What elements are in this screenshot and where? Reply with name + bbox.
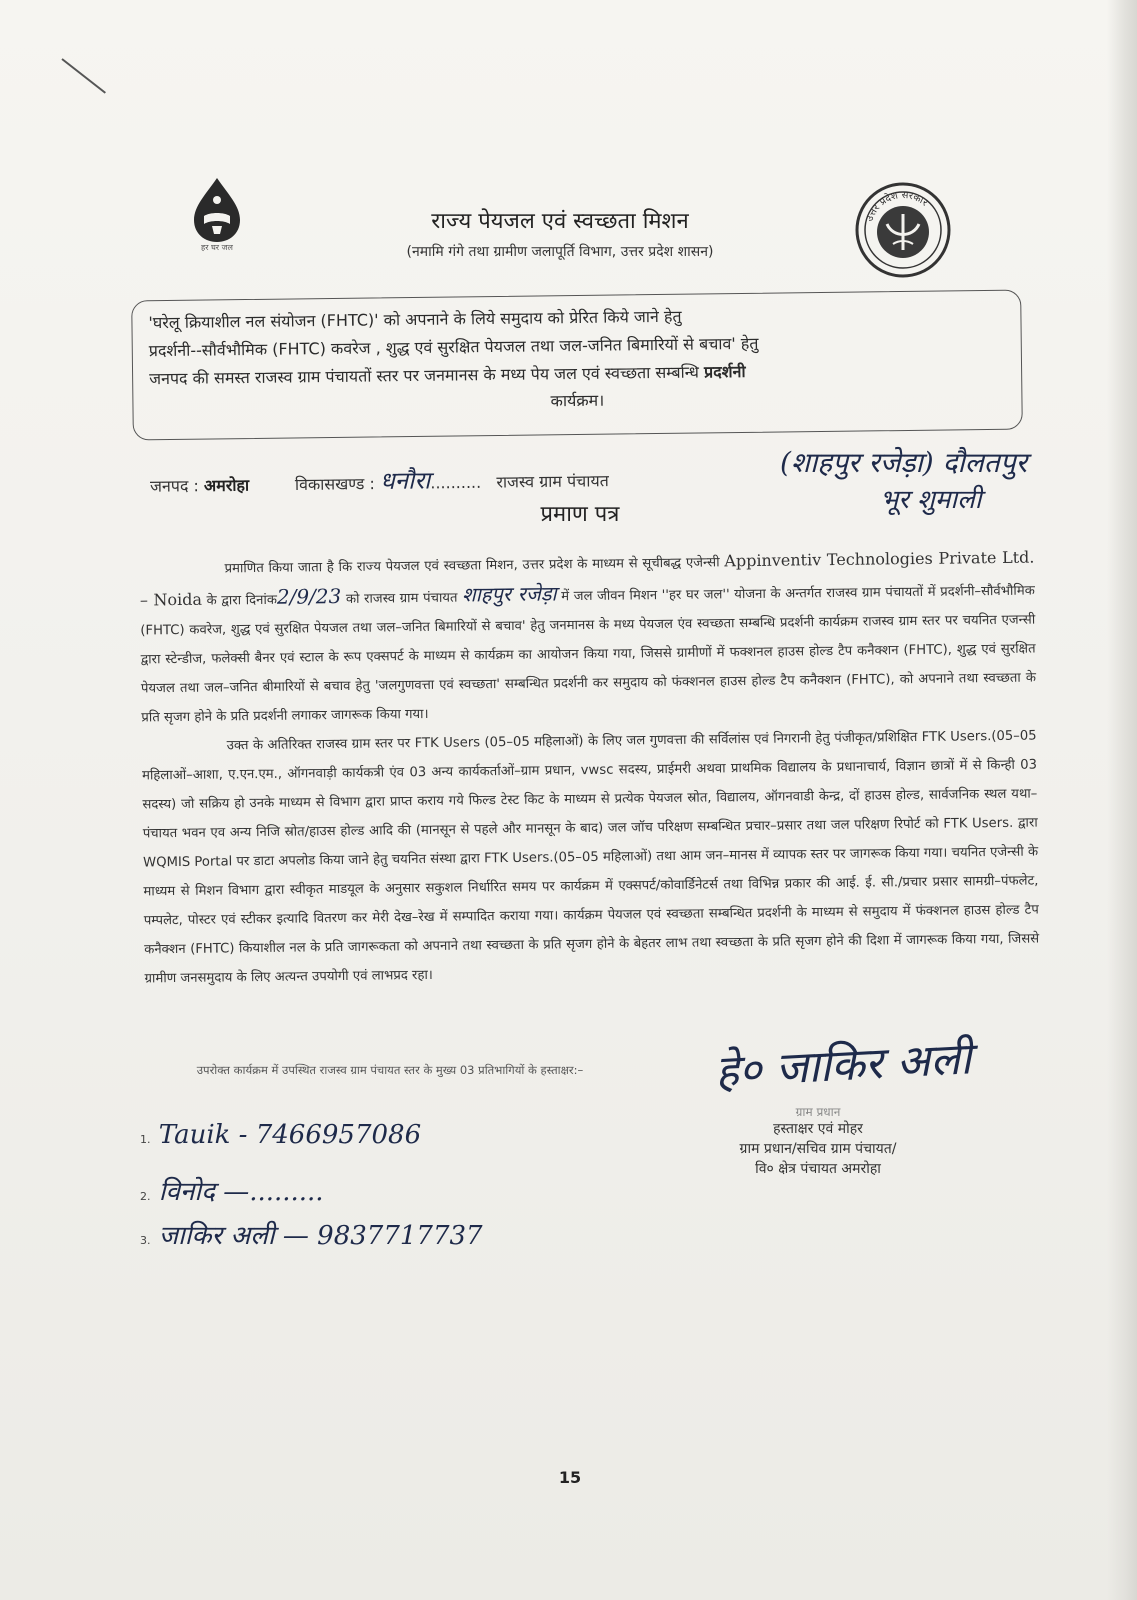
block-value-handwritten: धनौरा <box>379 466 431 495</box>
sign-label: हस्ताक्षर एवं मोहर <box>773 1121 863 1137</box>
page-number: 15 <box>558 1468 582 1487</box>
agency-name: Appinventiv Technologies Private Ltd. – Noida <box>139 547 1035 610</box>
left-logo-caption: हर घर जल <box>201 243 233 252</box>
participant-signature-3 <box>140 1216 483 1252</box>
har-ghar-jal-logo <box>176 176 258 272</box>
participant-number: 3. <box>140 1234 151 1247</box>
event-date-handwritten: 2/9/23 <box>276 584 342 609</box>
topic-line-3-bold: प्रदर्शनी <box>703 361 746 382</box>
participant-text: Tauik - 7466957086 <box>158 1120 422 1150</box>
block-dots: .......... <box>430 472 482 493</box>
topic-line-4: कार्यक्रम। <box>550 390 605 411</box>
pradhan-signature: हे० जाकिर अली <box>713 1033 973 1098</box>
p1-date-label: के द्वारा दिनांक <box>206 592 278 609</box>
up-government-emblem <box>853 180 953 280</box>
topic-line-1: 'घरेलू क्रियाशील नल संयोजन (FHTC)' को अपनाने के लिये समुदाय को प्रेरित किये जाने हेतु <box>148 306 682 333</box>
org-title: राज्य पेयजल एवं स्वच्छता मिशन <box>431 209 689 234</box>
block-label: विकासखण्ड : <box>294 474 375 495</box>
participant-text: विनोद —......... <box>158 1177 324 1207</box>
district-label: जनपद : <box>149 476 199 496</box>
gp-label: राजस्व ग्राम पंचायत <box>496 471 609 492</box>
org-subtitle: (नमामि गंगे तथा ग्रामीण जलापूर्ति विभाग, उत्तर प्रदेश शासन) <box>406 244 714 260</box>
gp-value-handwritten: (शाहपुर रजेड़ा) दौलतपुर <box>780 446 1028 479</box>
participant-signature-1 <box>140 1120 421 1150</box>
certificate-body <box>139 543 1039 994</box>
certificate-paragraph-1 <box>139 543 1036 733</box>
participant-text: जाकिर अली — 9837717737 <box>158 1221 483 1251</box>
participant-number: 2. <box>140 1190 151 1203</box>
page-edge-shadow <box>1107 0 1137 1600</box>
certificate-paragraph-2: उक्त के अतिरिक्त राजस्व ग्राम स्तर पर FTK Users (05–05 महिलाओं) के लिए जल गुणवत्ता की सर्विलांस एवं निगरानी हेतु पंजीकृत/प्रशिक्षित FTK Users.(05–05 महिलाओं–आशा, ए.एन.एम., ऑगनवाड़ी कार्यकत्री एंव 03 अन्य कार्यकर्ताओं–ग्राम प्रधान, vwsc सदस्य, प्राईमरी अथवा प्राथमिक विद्यालय के प्रधानाचार्य, विज्ञान छात्रों में से किन्ही 03 सदस्य) जो सक्रिय हो उनके माध्यम से विभाग द्वारा प्राप्त कराय गये फिल्ड टेस्ट किट के माध्यम से प्रत्येक पेयजल स्रोत, विद्यालय, ऑगनवाडी केन्द्र, दों हाउस होल्ड, सार्वजनिक स्थल यथा–पंचायत भवन एव अन्य निजि स्रोत/हाउस होल्ड आदि की (मानसून से पहले और मानसून के बाद) जल जॉच परिक्षण सम्बन्धित प्रचार–प्रसार तथा जल परिक्षण रिपोर्ट को FTK Users. द्वारा WQMIS Portal पर डाटा अपलोड किया जाने हेतु चयनित संस्था द्वारा FTK Users.(05–05 महिलाओं) तथा आम जन–मानस में व्यापक स्तर पर जागरूक किया गया। चयनित एजेन्सी के माध्यम से मिशन विभाग द्वारा स्वीकृत माडयूल के अनुसार सकुशल निर्धारित समय पर कार्यक्रम में एक्सपर्ट/कोवार्डिनेटर्स तथा विभिन्न प्रकार की आई. ई. सी./प्रचार प्रसार सामग्री–पंफलेट, पम्पलेट, पोस्टर एवं स्टीकर इत्यादि वितरण कर मेरी देख–रेख में सम्पादित कराया गया। कार्यक्रम पेयजल एवं स्वच्छता सम्बन्धित प्रदर्शनी के माध्यम से समुदाय में फंक्शनल हाउस होल्ड टैप कनैक्शन (FHTC) कियाशील नल के प्रति जागरूकता को अपनाने तथा स्वच्छता के प्रति सृजग होने के बेहतर लाभ तथा स्वच्छता के प्रति सृजग होने की दिशा में जागरूक किया गया, जिससे ग्रामीण जनसमुदाय के लिए अत्यन्त उपयोगी एवं लाभप्रद रहा। <box>141 728 1040 987</box>
gp-value-handwritten-line2: भूर शुमाली <box>880 485 982 515</box>
topic-line-3-text: जनपद की समस्त राजस्व ग्राम पंचायतों स्तर पर जनमानस के मध्य पेय जल एवं स्वच्छता सम्बन्धि <box>149 362 700 389</box>
certificate-title: प्रमाण पत्र <box>540 502 620 527</box>
district-value: अमरोहा <box>203 475 250 496</box>
topic-line-2: प्रदर्शनी--सौर्वभौमिक (FHTC) कवरेज , शुद्ध एवं सुरक्षित पेयजल तथा जल-जनित बिमारियों से बचाव' हेतु <box>148 333 759 361</box>
location-line <box>150 461 609 500</box>
official-stamp-block <box>688 1105 948 1179</box>
participants-note: उपरोक्त कार्यक्रम में उपस्थित राजस्व ग्राम पंचायत स्तर के मुख्य 03 प्रतिभागियों के हस्ताक्षर:– <box>196 1063 584 1077</box>
p1-intro: प्रमाणित किया जाता है कि राज्य पेयजल एवं स्वच्छता मिशन, उत्तर प्रदेश के माध्यम से सूचीबद्ध एजेन्सी <box>224 555 720 577</box>
emblem-caption: उत्तर प्रदेश सरकार <box>864 189 930 224</box>
participant-number: 1. <box>140 1133 151 1146</box>
p1-gp-label: को राजस्व ग्राम पंचायत <box>345 590 458 607</box>
designation: ग्राम प्रधान/सचिव ग्राम पंचायत/ <box>739 1141 897 1157</box>
topic-box <box>131 290 1023 441</box>
office-name: वि० क्षेत्र पंचायत अमरोहा <box>755 1161 881 1177</box>
p1-body: में जल जीवन मिशन ''हर घर जल'' योजना के अन्तर्गत राजस्व ग्राम पंचायतों में प्रदर्शनी–सौर्वभौमिक (FHTC) कवरेज, शुद्ध एवं सुरक्षित पेयजल तथा जल–जनित बिमारियों से बचाव' हेतु जनमानस के मध्य पेयजल एंव स्वच्छता सम्बन्धि प्रदर्शनी कार्यक्रम राजस्व ग्राम स्तर पर चयनित एजन्सी द्वारा स्टेन्डीज, फलेक्सी बैनर एवं स्टाल के रूप एक्सपर्ट के माध्यम से कार्यक्रम का आयोजन किया गया, जिससे ग्रामीणों में फक्शनल हाउस होल्ड टैप कनैक्शन (FHTC), शुद्ध एवं सुरक्षित पेयजल तथा जल–जनित बीमारियों से बचाव हेतु 'जलगुणवत्ता एवं स्वच्छता' सम्बन्धित प्रदर्शनी कर समुदाय को फंक्शनल हाउस होल्ड टैप कनैक्शन (FHTC), को अपनाने तथा स्वच्छता के प्रति सृजग होने के प्रति प्रदर्शनी लगाकर जागरूक किया गया। <box>140 583 1037 726</box>
stamp-faint-text: ग्राम प्रधान <box>795 1105 841 1119</box>
participant-signature-2 <box>140 1172 324 1208</box>
gp-name-handwritten: शाहपुर रजेड़ा <box>461 581 557 607</box>
